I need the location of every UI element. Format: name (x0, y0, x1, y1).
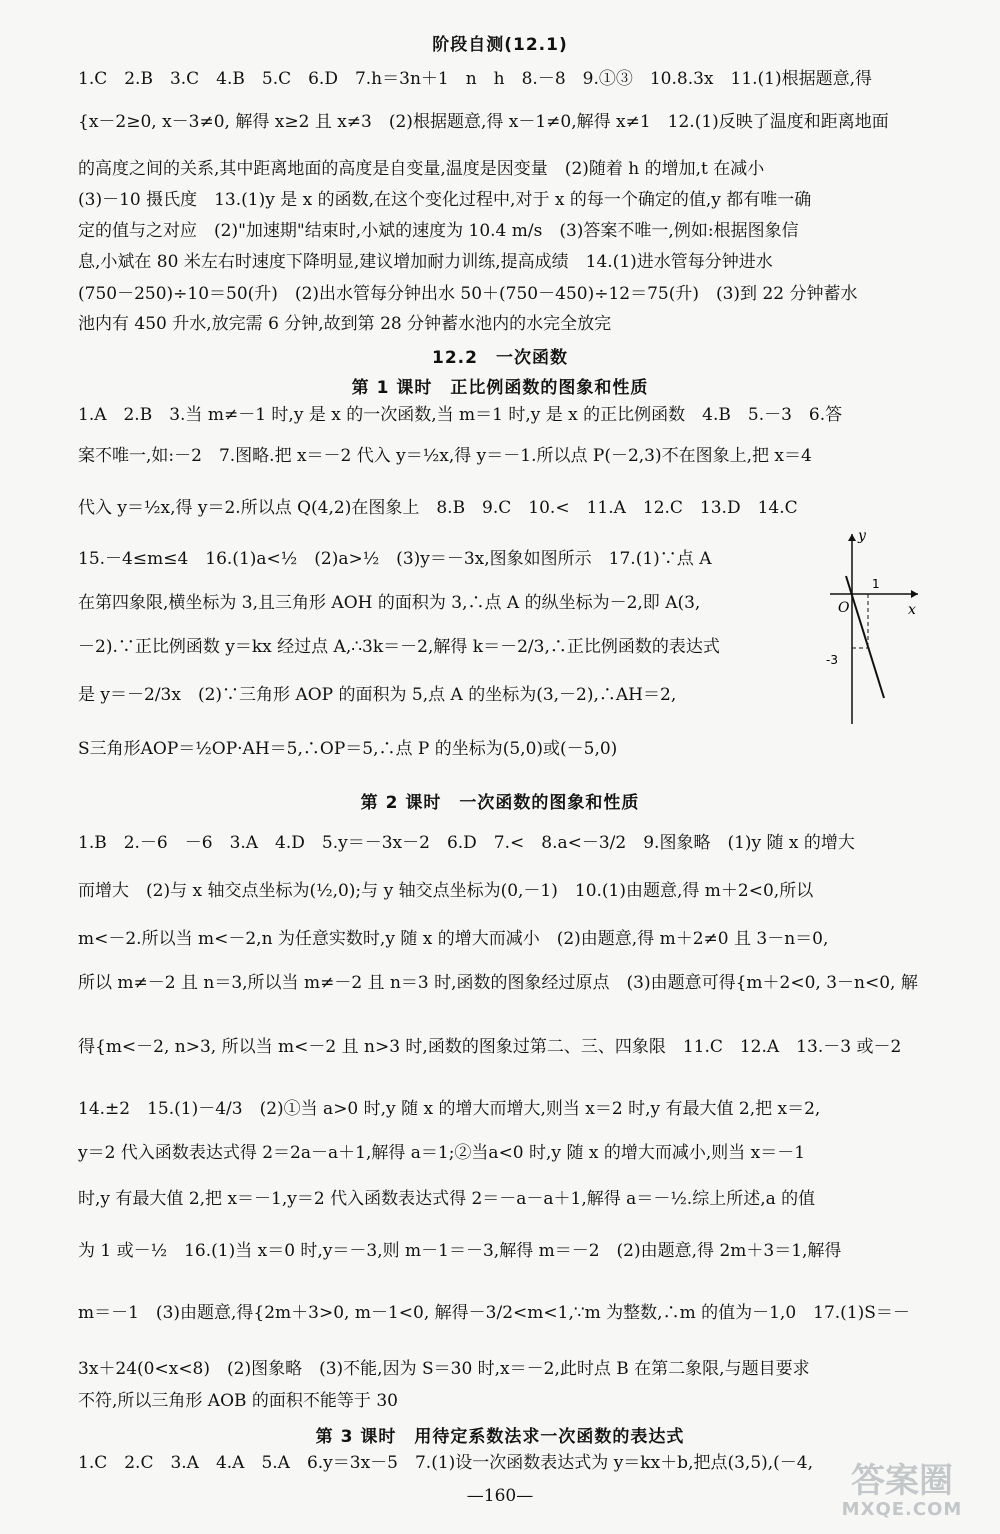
answer-line: S三角形AOP＝½OP·AH＝5,∴OP＝5,∴点 P 的坐标为(5,0)或(－5,0) (78, 739, 618, 759)
y-tick-label: -3 (826, 653, 838, 667)
origin-label: O (838, 600, 850, 616)
answer-line: 1.A 2.B 3.当 m≠－1 时,y 是 x 的一次函数,当 m＝1 时,y 是 x 的正比例函数 4.B 5.－3 6.答 (78, 405, 843, 425)
x-axis-label: x (908, 602, 916, 618)
y-axis-arrow (848, 534, 856, 541)
lesson-title-3: 第 3 课时 用待定系数法求一次函数的表达式 (315, 1427, 685, 1447)
answer-line: 息,小斌在 80 米左右时速度下降明显,建议增加耐力训练,提高成绩 14.(1)进水管每分钟进水 (78, 252, 773, 272)
answer-line: m＝－1 (3)由题意,得{2m＋3>0, m－1<0, 解得－3/2<m<1,∵m 为整数,∴m 的值为－1,0 17.(1)S＝－ (78, 1303, 910, 1323)
answer-line: 1.B 2.－6 －6 3.A 4.D 5.y＝－3x－2 6.D 7.< 8.a<－3/2 9.图象略 (1)y 随 x 的增大 (78, 833, 855, 853)
answer-line: 1.C 2.B 3.C 4.B 5.C 6.D 7.h＝3n＋1 n h 8.－8 9.①③ 10.8.3x 11.(1)根据题意,得 (78, 69, 873, 89)
answer-line: 为 1 或－½ 16.(1)当 x＝0 时,y＝－3,则 m－1＝－3,解得 m＝－2 (2)由题意,得 2m＋3＝1,解得 (78, 1241, 842, 1261)
answer-line: 定的值与之对应 (2)"加速期"结束时,小斌的速度为 10.4 m/s (3)答案不唯一,例如:根据图象信 (78, 221, 799, 241)
answer-line: {x－2≥0, x－3≠0, 解得 x≥2 且 x≠3 (2)根据题意,得 x－1≠0,解得 x≠1 12.(1)反映了温度和距离地面 (78, 112, 889, 132)
answer-line: 在第四象限,横坐标为 3,且三角形 AOH 的面积为 3,∴点 A 的纵坐标为－2,即 A(3, (78, 593, 701, 613)
answer-line: (750－250)÷10＝50(升) (2)出水管每分钟出水 50＋(750－450)÷12＝75(升) (3)到 22 分钟蓄水 (78, 284, 858, 304)
lesson-title-2: 第 2 课时 一次函数的图象和性质 (360, 793, 640, 813)
answer-line: 的高度之间的关系,其中距离地面的高度是自变量,温度是因变量 (2)随着 h 的增加,t 在减小 (78, 159, 765, 179)
answer-line: 而增大 (2)与 x 轴交点坐标为(½,0);与 y 轴交点坐标为(0,－1) 10.(1)由题意,得 m＋2<0,所以 (78, 881, 814, 901)
answer-line: 是 y＝－2/3x (2)∵三角形 AOP 的面积为 5,点 A 的坐标为(3,－2),∴AH＝2, (78, 685, 677, 705)
answer-line: 1.C 2.C 3.A 4.A 5.A 6.y＝3x－5 7.(1)设一次函数表达式为 y＝kx＋b,把点(3,5),(－4, (78, 1453, 814, 1473)
answer-line: 池内有 450 升水,放完需 6 分钟,故到第 28 分钟蓄水池内的水完全放完 (78, 314, 612, 334)
answer-line: m<－2.所以当 m<－2,n 为任意实数时,y 随 x 的增大而减小 (2)由题意,得 m＋2≠0 且 3－n＝0, (78, 929, 829, 949)
answer-line: 案不唯一,如:－2 7.图略.把 x＝－2 代入 y＝½x,得 y＝－1.所以点 P(－2,3)不在图象上,把 x＝4 (78, 446, 812, 466)
answer-line: 3x＋24(0<x<8) (2)图象略 (3)不能,因为 S＝30 时,x＝－2,此时点 B 在第二象限,与题目要求 (78, 1359, 810, 1379)
x-tick-label: 1 (872, 577, 880, 591)
answer-line: 时,y 有最大值 2,把 x＝－1,y＝2 代入函数表达式得 2＝－a－a＋1,解得 a＝－½.综上所述,a 的值 (78, 1189, 816, 1209)
answer-line: 不符,所以三角形 AOB 的面积不能等于 30 (78, 1391, 398, 1411)
answer-line: 所以 m≠－2 且 n＝3,所以当 m≠－2 且 n＝3 时,函数的图象经过原点 (3)由题意可得{m＋2<0, 3－n<0, 解 (78, 973, 918, 993)
lesson-title-1: 第 1 课时 正比例函数的图象和性质 (351, 378, 649, 398)
section-title-stage-test: 阶段自测(12.1) (432, 35, 568, 55)
answer-line: (3)－10 摄氏度 13.(1)y 是 x 的函数,在这个变化过程中,对于 x 的每一个确定的值,y 都有唯一确 (78, 190, 812, 210)
section-title-12-2: 12.2 一次函数 (432, 348, 568, 368)
answer-line: y＝2 代入函数表达式得 2＝2a－a＋1,解得 a＝1;②当a<0 时,y 随 x 的增大而减小,则当 x＝－1 (78, 1143, 806, 1163)
answer-line: 14.±2 15.(1)－4/3 (2)①当 a>0 时,y 随 x 的增大而增大,则当 x＝2 时,y 有最大值 2,把 x＝2, (78, 1099, 821, 1119)
y-axis-label: y (858, 528, 866, 544)
answer-line: 得{m<－2, n>3, 所以当 m<－2 且 n>3 时,函数的图象过第二、三、四象限 11.C 12.A 13.－3 或－2 (78, 1037, 902, 1057)
answer-line: 代入 y＝½x,得 y＝2.所以点 Q(4,2)在图象上 8.B 9.C 10.< 11.A 12.C 13.D 14.C (78, 498, 798, 518)
watermark-logo (822, 1462, 982, 1526)
page-number: —160— (466, 1486, 534, 1506)
answer-line: 15.－4≤m≤4 16.(1)a<½ (2)a>½ (3)y＝－3x,图象如图所示 17.(1)∵点 A (78, 549, 712, 569)
answer-line: －2).∵正比例函数 y＝kx 经过点 A,∴3k＝－2,解得 k＝－2/3,∴正比例函数的表达式 (78, 637, 720, 657)
function-graph-figure (822, 528, 922, 728)
x-axis-arrow (911, 590, 918, 598)
watermark-bottom-text: MXQE.COM (841, 1499, 963, 1520)
watermark-top-text: 答案圈 (851, 1461, 953, 1501)
